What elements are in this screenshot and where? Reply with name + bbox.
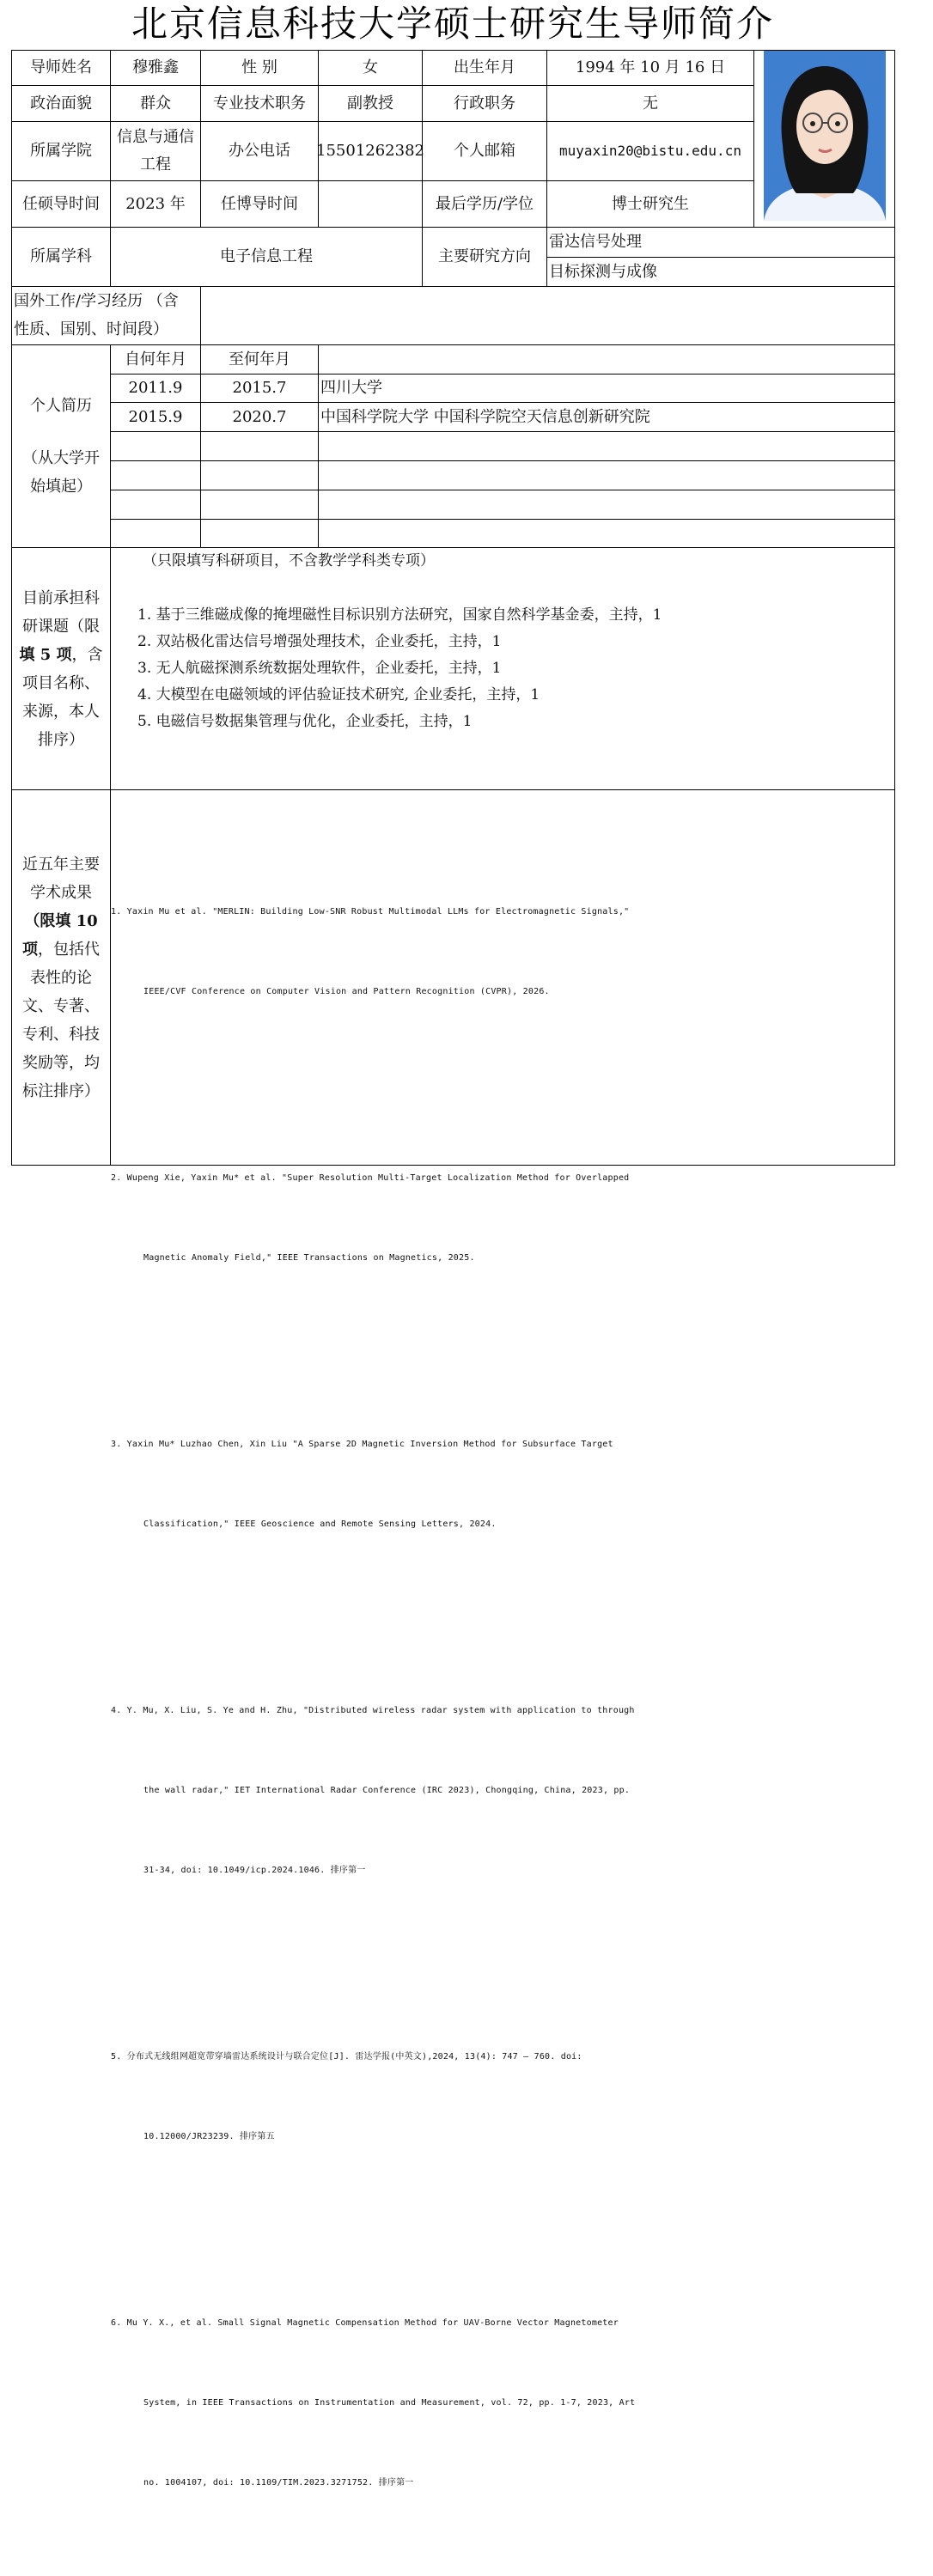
label-name: 导师姓名	[11, 50, 111, 86]
project-item: 1. 基于三维磁成像的掩埋磁性目标识别方法研究，国家自然科学基金委，主持，1	[137, 606, 662, 624]
label-resume	[11, 344, 111, 548]
achievements-label-line-4-rest: ，包括代	[38, 940, 100, 959]
achievements-label-line-2: 学术成果	[30, 883, 92, 902]
projects-label-line-6: 排序）	[38, 730, 84, 749]
project-item: 2. 双站极化雷达信号增强处理技术，企业委托，主持，1	[137, 633, 502, 650]
projects-label-line-4: 项目名称、	[22, 673, 100, 692]
publication-line: 3. Yaxin Mu* Luzhao Chen, Xin Liu "A Sparse 2D Magnetic Inversion Method for Subsurface Target	[111, 1440, 613, 1449]
value-college	[110, 121, 201, 181]
achievements-label-line-8: 奖励等，均	[22, 1053, 100, 1072]
label-master-since: 任硕导时间	[11, 180, 111, 228]
label-achievements	[11, 789, 111, 1166]
label-admin-title: 行政职务	[422, 85, 547, 122]
publication-item	[111, 1990, 894, 2203]
resume-to: 2020.7	[200, 402, 319, 432]
publication-item	[111, 845, 894, 1058]
resume-empty-cell	[200, 519, 319, 548]
research-item-1: 雷达信号处理	[546, 227, 895, 258]
label-office-phone: 办公电话	[200, 121, 319, 181]
publication-item	[111, 2256, 894, 2549]
projects-label-line-3	[19, 641, 102, 669]
college-line-2: 工程	[140, 155, 171, 174]
resume-empty-cell	[110, 460, 201, 490]
value-abroad	[200, 286, 895, 345]
resume-empty-cell	[200, 431, 319, 461]
achievements-label-line-5: 表性的论	[30, 968, 92, 987]
abroad-label-line-1: 国外工作/学习经历 （含	[14, 292, 179, 310]
resume-place: 中国科学院大学 中国科学院空天信息创新研究院	[318, 402, 895, 432]
publication-item	[111, 1644, 894, 1937]
resume-empty-cell	[200, 460, 319, 490]
label-discipline: 所属学科	[11, 227, 111, 287]
project-item: 3. 无人航磁探测系统数据处理软件，企业委托，主持，1	[137, 660, 502, 677]
projects-note: （只限填写科研项目，不含教学学科类专项）	[143, 552, 435, 569]
label-political: 政治面貌	[11, 85, 111, 122]
project-item: 4. 大模型在电磁领域的评估验证技术研究, 企业委托，主持，1	[137, 686, 540, 703]
value-office-phone: 15501262382	[318, 121, 423, 181]
label-college: 所属学院	[11, 121, 111, 181]
projects-label-limit: 填 5 项	[19, 645, 72, 664]
resume-place: 四川大学	[318, 374, 895, 403]
publication-line: no. 1004107, doi: 10.1109/TIM.2023.3271752. 排序第一	[143, 2478, 414, 2488]
value-email: muyaxin20@bistu.edu.cn	[546, 121, 754, 181]
publication-line: Magnetic Anomaly Field," IEEE Transactions on Magnetics, 2025.	[143, 1253, 475, 1263]
publication-line: 2. Wupeng Xie, Yaxin Mu* et al. "Super Resolution Multi-Target Localization Method for Overlapped	[111, 1173, 630, 1183]
label-email: 个人邮箱	[422, 121, 547, 181]
value-degree: 博士研究生	[546, 180, 754, 228]
achievements-label-item: 项	[22, 940, 38, 959]
value-phd-since	[318, 180, 423, 228]
resume-empty-cell	[110, 490, 201, 520]
resume-empty-cell	[318, 460, 895, 490]
publication-line: IEEE/CVF Conference on Computer Vision and Pattern Recognition (CVPR), 2026.	[143, 987, 550, 996]
publication-line: 6. Mu Y. X., et al. Small Signal Magnetic Compensation Method for UAV-Borne Vector Magnetometer	[111, 2318, 619, 2328]
resume-header-place	[318, 344, 895, 375]
achievements-label-line-3: （限填 10	[24, 911, 98, 930]
resume-label-line-3: 始填起）	[30, 478, 92, 496]
resume-header-from: 自何年月	[110, 344, 201, 375]
label-tech-title: 专业技术职务	[200, 85, 319, 122]
publication-line: Classification," IEEE Geoscience and Remote Sensing Letters, 2024.	[143, 1519, 497, 1529]
resume-empty-cell	[318, 431, 895, 461]
publication-line: 31-34, doi: 10.1049/icp.2024.1046. 排序第一	[143, 1866, 366, 1875]
label-research: 主要研究方向	[422, 227, 547, 287]
projects-label-line-2	[22, 612, 100, 641]
value-admin-title: 无	[546, 85, 754, 122]
resume-empty-cell	[110, 519, 201, 548]
publication-line: 1. Yaxin Mu et al. "MERLIN: Building Low-SNR Robust Multimodal LLMs for Electromagnetic Signals,"	[111, 907, 630, 917]
publications-list	[111, 792, 894, 2576]
resume-from: 2015.9	[110, 402, 201, 432]
value-discipline: 电子信息工程	[110, 227, 423, 287]
publication-line: 5. 分布式无线组网超宽带穿墙雷达系统设计与联合定位[J]. 雷达学报(中英文),2024, 13(4): 747 – 760. doi:	[111, 2052, 582, 2061]
value-tech-title: 副教授	[318, 85, 423, 122]
label-birth: 出生年月	[422, 50, 547, 86]
resume-empty-cell	[200, 490, 319, 520]
value-birth: 1994 年 10 月 16 日	[546, 50, 754, 86]
projects-label-line-3-rest: ，含	[71, 645, 103, 664]
label-degree: 最后学历/学位	[422, 180, 547, 228]
projects-label-line-5: 来源，本人	[22, 702, 100, 721]
publication-item	[111, 1111, 894, 1325]
resume-from: 2011.9	[110, 374, 201, 403]
resume-empty-cell	[318, 490, 895, 520]
label-gender: 性 别	[200, 50, 319, 86]
value-political: 群众	[110, 85, 201, 122]
publication-line: the wall radar," IET International Radar Conference (IRC 2023), Chongqing, China, 2023, pp.	[143, 1786, 631, 1795]
achievements-label-line-1: 近五年主要	[22, 855, 100, 874]
portrait-photo	[764, 51, 886, 221]
label-projects	[11, 547, 111, 790]
publication-item	[111, 1378, 894, 1591]
achievements-label-line-9: 标注排序）	[22, 1081, 100, 1100]
resume-header-to: 至何年月	[200, 344, 319, 375]
value-gender: 女	[318, 50, 423, 86]
projects-list	[137, 602, 885, 735]
publication-line: System, in IEEE Transactions on Instrumentation and Measurement, vol. 72, pp. 1-7, 2023, Art	[143, 2398, 636, 2408]
value-master-since: 2023 年	[110, 180, 201, 228]
publication-line: 10.12000/JR23239. 排序第五	[143, 2132, 275, 2141]
achievements-label-line-7: 专利、科技	[22, 1025, 100, 1044]
resume-empty-cell	[318, 519, 895, 548]
resume-empty-cell	[110, 431, 201, 461]
college-line-1: 信息与通信	[117, 128, 194, 146]
abroad-label-line-2: 性质、国别、时间段）	[14, 320, 168, 338]
resume-label-line-2: （从大学开	[22, 449, 100, 467]
value-name: 穆雅鑫	[110, 50, 201, 86]
research-item-2: 目标探测与成像	[546, 257, 895, 287]
achievements-label-line-6: 文、专著、	[22, 996, 100, 1015]
page-title: 北京信息科技大学硕士研究生导师简介	[131, 3, 774, 45]
resume-label-line-1: 个人简历	[30, 397, 92, 415]
label-phd-since: 任博导时间	[200, 180, 319, 228]
projects-label-line-2-text: 研课题（限	[22, 617, 100, 636]
achievements-label-line-4	[22, 935, 100, 964]
resume-to: 2015.7	[200, 374, 319, 403]
project-item: 5. 电磁信号数据集管理与优化，企业委托，主持，1	[137, 713, 473, 730]
label-abroad	[11, 286, 201, 345]
projects-label-line-1: 目前承担科	[22, 588, 100, 607]
publication-line: 4. Y. Mu, X. Liu, S. Ye and H. Zhu, "Distributed wireless radar system with application to through	[111, 1706, 635, 1715]
